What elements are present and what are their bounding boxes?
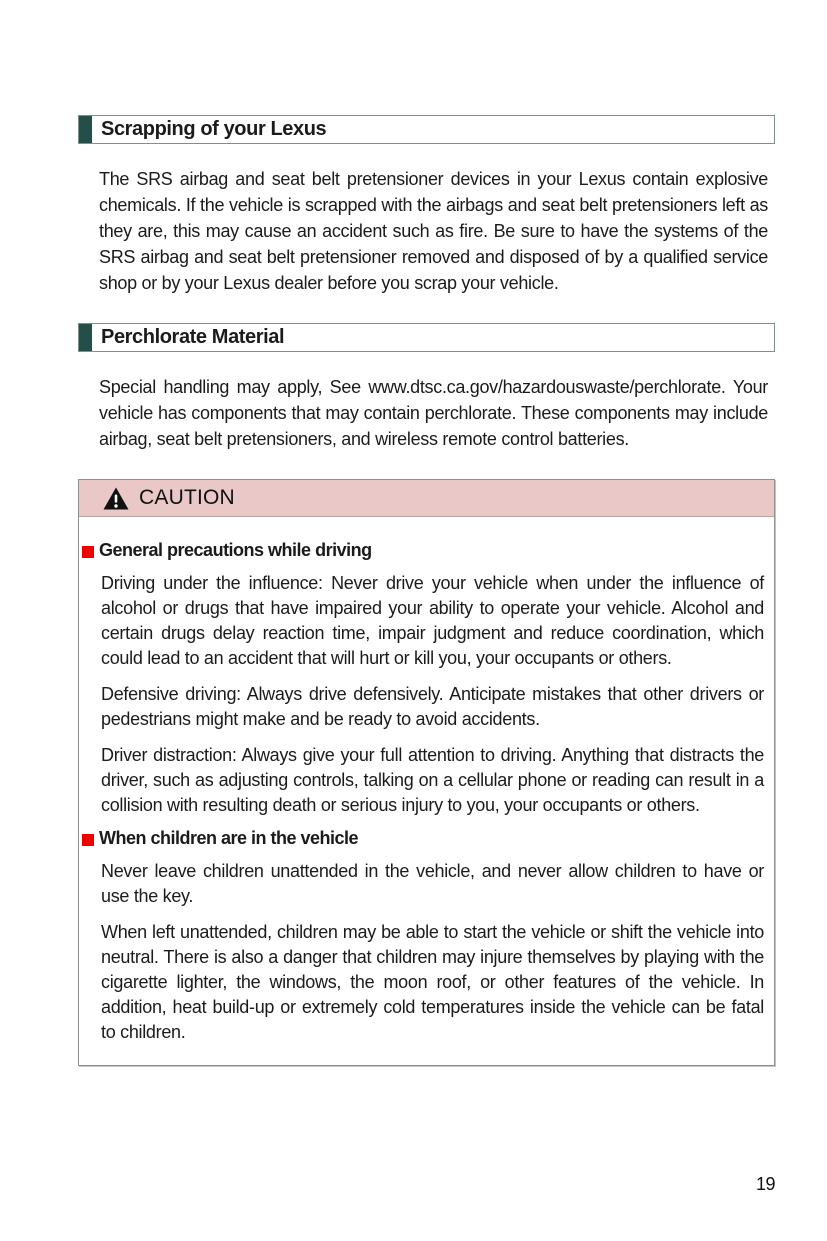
section-header-perchlorate — [78, 323, 775, 352]
red-square-bullet-icon — [82, 546, 94, 558]
section-title: Perchlorate Material — [101, 325, 285, 348]
warning-triangle-icon — [103, 487, 129, 510]
caution-paragraph: Driver distraction: Always give your full attention to driving. Anything that distracts the driver, such as adjusting controls, talking on a cellular phone or reading can result in a collision with resulting death or serious injury to you, your occupants or others. — [101, 745, 764, 815]
caution-paragraph: Driving under the influence: Never drive your vehicle when under the influence of alcohol or drugs that have impaired your ability to operate your vehicle. Alcohol and certain drugs delay reaction time, impair judgment and reduce coordination, which could lead to an accident that will hurt or kill you, your occupants or others. — [101, 573, 764, 668]
caution-box — [78, 479, 775, 1066]
section-accent-bar — [79, 116, 92, 143]
caution-paragraph: When left unattended, children may be able to start the vehicle or shift the vehicle into neutral. There is also a danger that children may injure themselves by playing with the cigarette lighter, the windows, the moon roof, or other features of the vehicle. In addition, heat build-up or extremely cold temperatures inside the vehicle can be fatal to children. — [101, 922, 764, 1042]
caution-paragraph: Never leave children unattended in the vehicle, and never allow children to have or use the key. — [101, 861, 764, 906]
caution-paragraph: Defensive driving: Always drive defensively. Anticipate mistakes that other drivers or pedestrians might make and be ready to avoid accidents. — [101, 684, 764, 729]
caution-header — [79, 480, 774, 517]
caution-body — [79, 517, 774, 1065]
section-title: Scrapping of your Lexus — [101, 117, 327, 140]
section-body-scrapping: The SRS airbag and seat belt pretensioner devices in your Lexus contain explosive chemicals. If the vehicle is scrapped with the airbags and seat belt pretensioners left as they are, this may cause an accident such as fire. Be sure to have the systems of the SRS airbag and seat belt pretensioner removed and disposed of by a qualified service shop or by your Lexus dealer before you scrap your vehicle. — [99, 169, 768, 293]
caution-label: CAUTION — [139, 486, 235, 509]
section-accent-bar — [79, 324, 92, 351]
page-number: 19 — [755, 1174, 775, 1194]
section-header-scrapping — [78, 115, 775, 144]
caution-item-heading-driving — [82, 541, 765, 561]
caution-item-heading-text: General precautions while driving — [99, 540, 372, 560]
section-body-perchlorate: Special handling may apply, See www.dtsc.ca.gov/hazardouswaste/perchlorate. Your vehicle has components that may contain perchlorate. These components may include airbag, seat belt pretensioners, and wireless remote control batteries. — [99, 377, 768, 449]
red-square-bullet-icon — [82, 834, 94, 846]
caution-item-heading-children — [82, 829, 765, 849]
caution-item-heading-text: When children are in the vehicle — [99, 828, 359, 848]
manual-page-content — [78, 115, 775, 1066]
